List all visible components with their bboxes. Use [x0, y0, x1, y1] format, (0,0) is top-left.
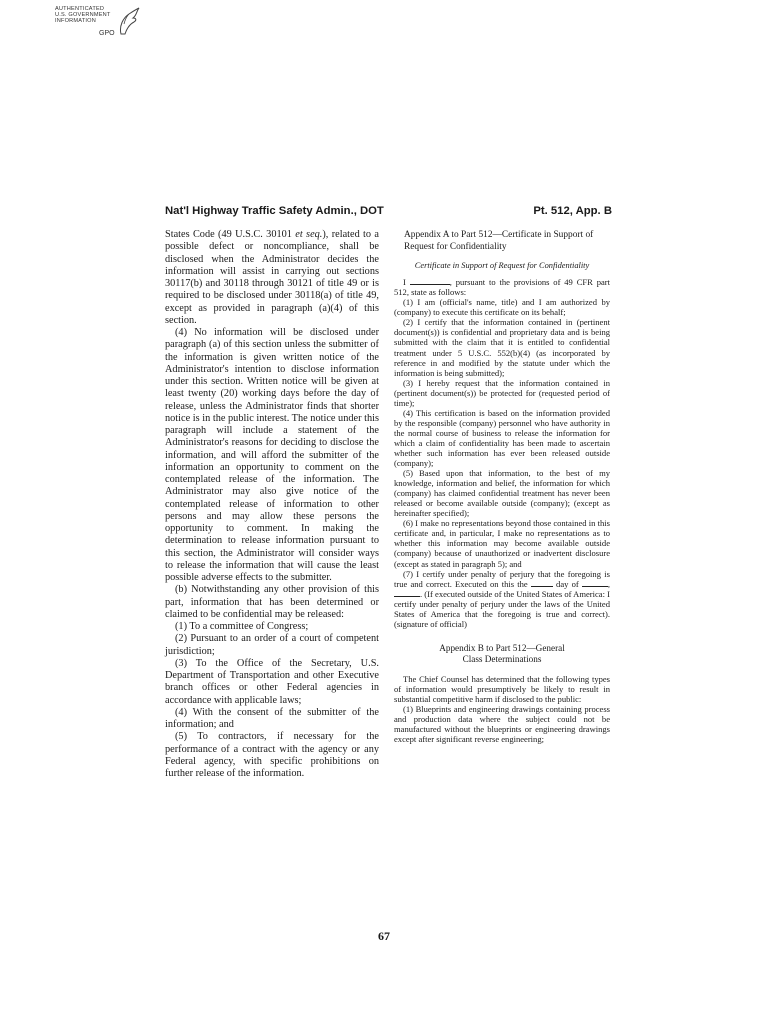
month-blank	[582, 578, 611, 589]
header-section: Pt. 512, App. B	[533, 205, 612, 217]
paragraph: (3) To the Office of the Secretary, U.S. Department of Transportation and other Executive branch offices or other Federal agencies in accordance with applicable laws;	[165, 657, 379, 706]
appendix-b-title-line: Appendix B to Part 512—General	[439, 642, 565, 653]
paragraph: (5) To contractors, if necessary for the performance of a contract with the agency or any Federal agency, with specific prohibitions on further release of the information.	[165, 731, 379, 779]
paragraph-text: States Code (49 U.S.C. 30101	[165, 229, 296, 240]
certificate-item: (1) I am (official's name, title) and I am authorized by (company) to execute this certificate on its behalf;	[394, 297, 610, 318]
paragraph: (4) With the consent of the submitter of the information; and	[165, 706, 379, 730]
header-agency: Nat'l Highway Traffic Safety Admin., DOT	[165, 205, 384, 217]
certificate-item: (3) I hereby request that the information contained in (pertinent document(s)) be protected for (requested period of time);	[394, 377, 610, 408]
running-header	[165, 205, 612, 221]
name-blank	[410, 277, 450, 285]
appendix-b-title	[394, 643, 610, 665]
appendix-a-title: Appendix A to Part 512—Certificate in Support of Request for Confidentiality	[404, 230, 594, 252]
certificate-item: (2) I certify that the information contained in (pertinent document(s)) is confidential and proprietary data and is being submitted with the claim that it is entitled to confidential treatment under 5 U.S.C. 552(b)(4) (as incorporated by reference in and modified by the statute under which the information is being submitted);	[394, 317, 610, 378]
left-column	[165, 229, 379, 780]
paragraph: (b) Notwithstanding any other provision of this part, information that has been determined or claimed to be confidential may be released:	[165, 584, 379, 620]
badge-line-1: AUTHENTICATED	[55, 6, 105, 12]
badge-line-3: INFORMATION	[55, 18, 96, 25]
item-text: day of	[552, 578, 582, 589]
eagle-logo-icon	[115, 6, 141, 36]
paragraph-emphasis: et seq.	[295, 229, 323, 240]
appendix-b-title-line: Class Determinations	[462, 653, 542, 664]
item-text: ,	[607, 578, 611, 589]
certificate-item: (5) Based upon that information, to the best of my knowledge, information and belief, the information for which (company) has claimed confidential treatment has never been released or become available outside (company); (except as hereinafter specified);	[394, 468, 610, 519]
certificate-heading: Certificate in Support of Request for Confidentiality	[414, 261, 590, 270]
certificate-item: (4) This certification is based on the information provided by the responsible (company) personnel who have authority in the normal course of business to release the information for which a claim of confidentiality has been made to ascertain whether such information has ever been released outside (company);	[394, 407, 610, 469]
right-column	[394, 229, 610, 744]
paragraph: (4) No information will be disclosed under paragraph (a) of this section unless the submitter of the information is given written notice of the Administrator's intention to disclose information under this section. Written notice will be given at least twenty (20) working days before the day of release, unless the Administrator finds that shorter notice is in the public interest. The notice under this paragraph will include a statement of the Administrator's reasons for deciding to disclose the information, and will afford the submitter of the information an opportunity to comment on the contemplated release of the information. The Administrator may also give notice of the contemplated release of information to other persons and may allow these persons the opportunity to comment. In making the determination to release information pursuant to this section, the Administrator will consider ways to release the information that will cause the least possible adverse effects to the submitter.	[165, 327, 379, 583]
intro-text: I	[403, 277, 410, 288]
item-text: (7) I certify under penalty of perjury that the foregoing is true and correct. Executed on this the	[394, 568, 610, 589]
paragraph: (2) Pursuant to an order of a court of competent jurisdiction;	[165, 633, 379, 657]
page-number: 67	[378, 929, 390, 943]
year-blank	[394, 589, 420, 597]
certificate-item	[394, 569, 610, 629]
paragraph-text: ), related to a possible defect or noncompliance, shall be disclosed when the Administrator decides the information will assist in carrying out sections 30117(b) and 30118 through 30121 of title 49 or is required to be disclosed under 30118(a) of title 49, except as provided in paragraph (a)(4) of this section.	[165, 229, 379, 326]
badge-line-2: U.S. GOVERNMENT	[55, 12, 111, 19]
badge-org: GPO	[99, 30, 115, 37]
item-text: . (If executed outside of the United States of America: I certify under penalty of perjury under the laws of the United States of America that the foregoing is true and correct). (signature of official)	[394, 588, 610, 629]
badge-text	[55, 6, 111, 25]
day-blank	[531, 579, 553, 587]
certificate-item: (6) I make no representations beyond those contained in this certificate and, in particular, I make no representations as to whether this information may become available outside (company) because of unauthorized or inadvertent disclosure (except as stated in paragraph 5); and	[394, 518, 610, 569]
appendix-b-paragraph: The Chief Counsel has determined that the following types of information would presumptively be likely to result in substantial competitive harm if disclosed to the public:	[394, 673, 610, 704]
intro-text: , pursuant to the provisions of 49 CFR part 512, state as follows:	[394, 277, 611, 298]
appendix-b-paragraph: (1) Blueprints and engineering drawings containing process and production data where the subject could not be manufactured without the blueprints or engineering drawings except after significant reverse engineering;	[394, 703, 610, 745]
paragraph: (1) To a committee of Congress;	[175, 621, 309, 632]
gpo-authentication-badge	[55, 6, 150, 42]
paragraph	[165, 229, 379, 327]
certificate-intro	[394, 277, 610, 297]
